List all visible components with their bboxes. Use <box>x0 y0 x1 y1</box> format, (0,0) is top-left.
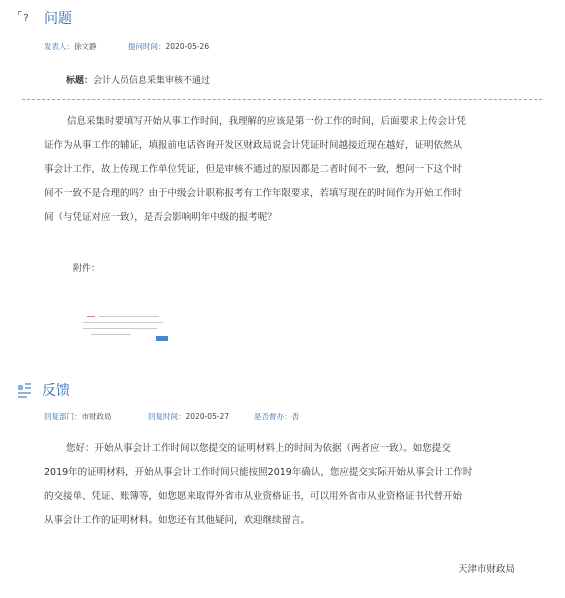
reply-time-label: 回复时间： <box>148 412 186 421</box>
poster-label: 发表人： <box>44 42 74 51</box>
question-poster <box>44 41 97 52</box>
feedback-supervised <box>254 411 299 422</box>
question-title: 问题 <box>44 11 72 27</box>
attachment-label: 附件： <box>73 264 101 274</box>
dept-value: 市财政局 <box>81 412 112 421</box>
section-divider <box>22 99 542 100</box>
feedback-dept <box>44 411 112 422</box>
question-subject <box>66 73 210 86</box>
question-icon: ? <box>18 11 34 27</box>
dept-label: 回复部门： <box>44 412 82 421</box>
feedback-body-line: 的交接单、凭证、账簿等，如您愿来取得外省市从业资格证书，可以用外省市从业资格证书代替开始 <box>44 491 463 502</box>
attachment-view-button[interactable] <box>156 336 168 341</box>
subject-value: 会计人员信息采集审核不通过 <box>93 76 211 86</box>
question-time-label: 提问时间： <box>128 42 166 51</box>
reply-time-value: 2020-05-27 <box>185 412 230 421</box>
supervised-value: 否 <box>291 412 299 421</box>
feedback-icon <box>16 381 34 399</box>
question-body-line: 信息采集时要填写开始从事工作时间，我理解的应该是第一份工作的时间，后面要求上传会计凭 <box>67 116 467 127</box>
subject-label: 标题： <box>66 76 94 86</box>
feedback-title: 反馈 <box>42 383 70 399</box>
feedback-body-line: 您好：开始从事会计工作时间以您提交的证明材料上的时间为依据（两者应一致）。如您提交 <box>66 443 451 454</box>
attachment-thumbnail[interactable] <box>81 313 171 341</box>
question-body-line: 间不一致不是合理的吗？由于中级会计职称报考有工作年限要求，若填写现在的时间作为开始工作时 <box>44 188 463 199</box>
poster-value: 徐文静 <box>74 42 97 51</box>
question-body-line: 证作为从事工作的辅证，填报前电话咨询开发区财政局说会计凭证时间越接近现在越好，证明依然从 <box>44 140 463 151</box>
question-time <box>128 41 209 52</box>
question-body-line: 事会计工作，故上传现工作单位凭证，但是审核不通过的原因都是二者时间不一致，想问一下这个时 <box>44 164 463 175</box>
feedback-body-line: 从事会计工作的证明材料。如您还有其他疑问，欢迎继续留言。 <box>44 515 311 526</box>
feedback-body-line: 2019年的证明材料，开始从事会计工作时间只能按照2019年确认，您应提交实际开始从事会计工作时 <box>44 467 473 478</box>
feedback-signature: 天津市财政局 <box>458 564 516 575</box>
supervised-label: 是否督办： <box>254 412 292 421</box>
question-time-value: 2020-05-26 <box>165 42 210 51</box>
feedback-time <box>148 411 229 422</box>
question-body-line: 间（与凭证对应一致），是否会影响明年中级的报考呢？ <box>44 212 277 223</box>
